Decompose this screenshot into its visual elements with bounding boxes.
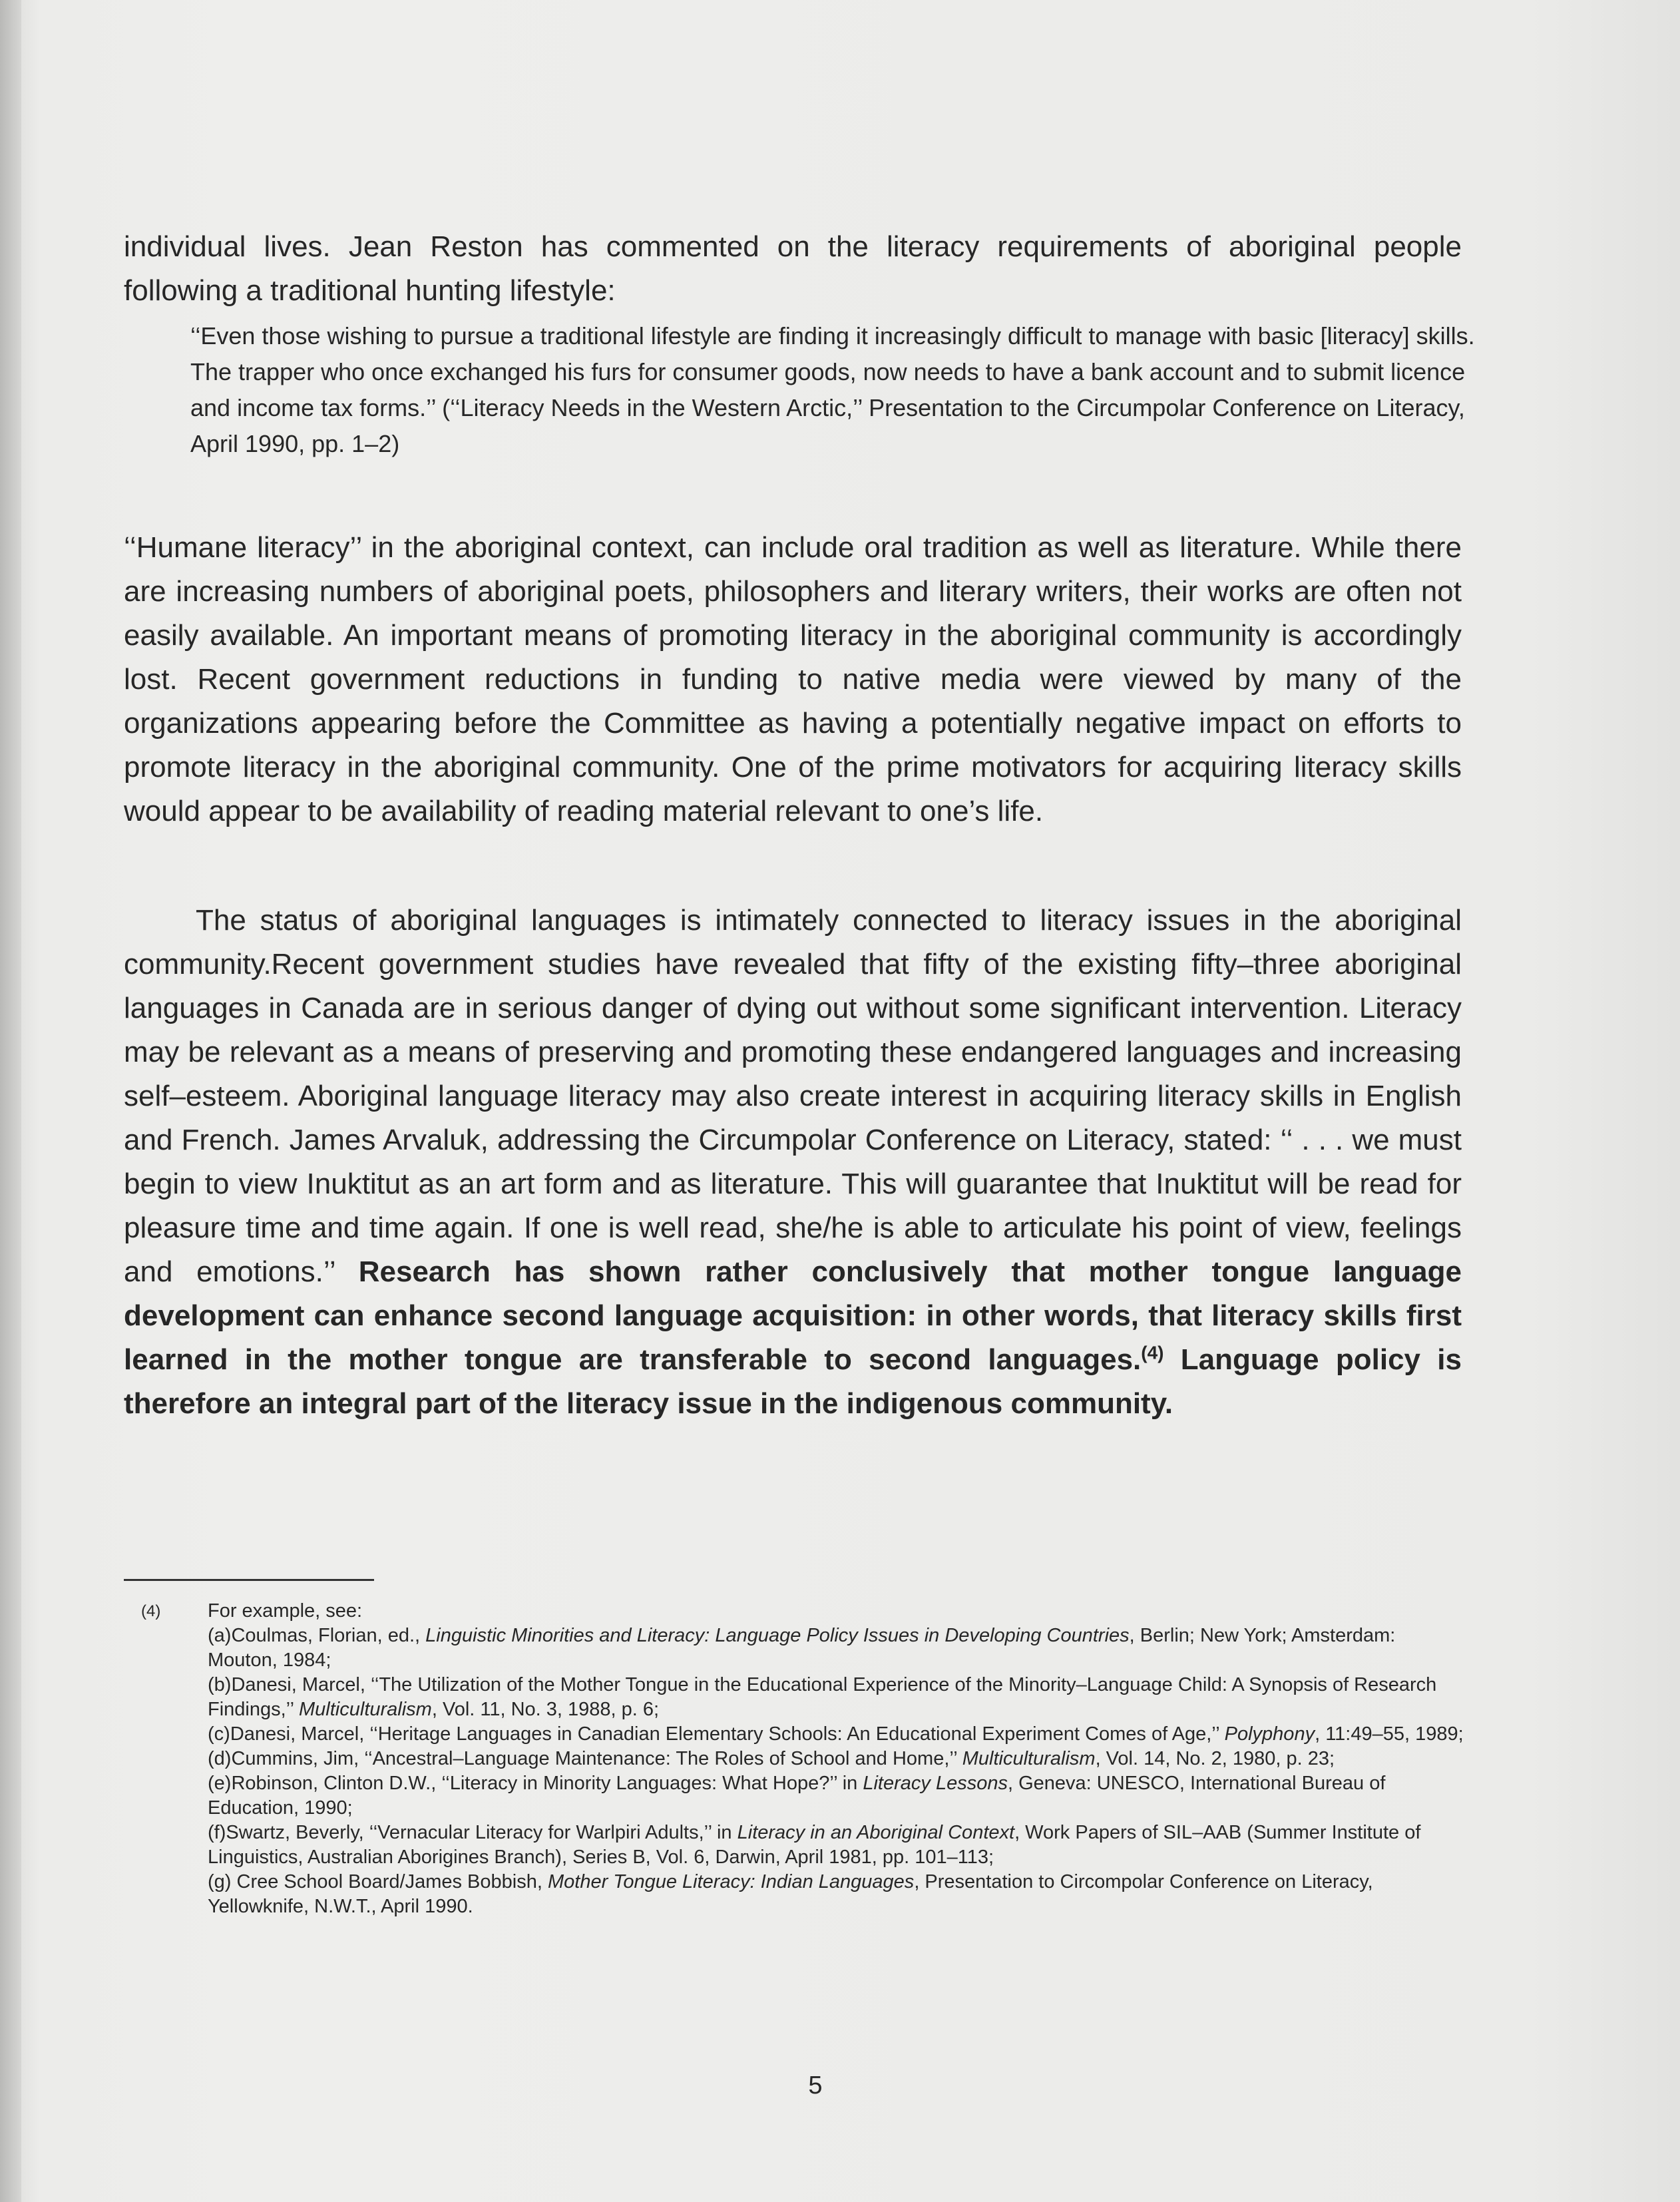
page-binding-edge [0,0,21,2202]
paragraph-3 [124,899,1462,1426]
paragraph-1: individual lives. Jean Reston has commented on the literacy requirements of aboriginal people following a traditional hunting lifestyle: [124,230,1462,307]
paragraph-3-bold-a: Research has shown rather conclusively that mother tongue language development can enhance second language acquisition: in other words, that literacy skills first learned in the mother tongue are transferable to second languages. [124,1255,1462,1376]
footnote-reference[interactable]: (4) [1141,1342,1164,1363]
footnote-body [208,1599,1466,1919]
footnote-entry-b: (b)Danesi, Marcel, ‘‘The Utilization of the Mother Tongue in the Educational Experience of the Minority–Language Child: A Synopsis of Research Findings,’’ Multiculturalism, Vol. 11, No. 3, 1988, p. 6; [208,1674,1437,1720]
footnote-entry-f: (f)Swartz, Beverly, ‘‘Vernacular Literacy for Warlpiri Adults,’’ in Literacy in an Aboriginal Context, Work Papers of SIL–AAB (Summer Institute of Linguistics, Australian Aborigines Branch), Series B, Vol. 6, Darwin, April 1981, pp. 101–113; [208,1822,1421,1868]
block-quote: ‘‘Even those wishing to pursue a traditional lifestyle are finding it increasingly difficult to manage with basic [literacy] skills. The trapper who once exchanged his furs for consumer goods, now needs to have a bank account and to submit licence and income tax forms.’’ (‘‘Literacy Needs in the Western Arctic,’’ Presentation to the Circumpolar Conference on Literacy, April 1990, pp. 1–2) [190,322,1475,457]
footnote-marker: (4) [141,1602,161,1620]
page-number: 5 [808,2072,823,2099]
footnote-intro: For example, see: [208,1600,363,1622]
footnote-entry-c: (c)Danesi, Marcel, ‘‘Heritage Languages in Canadian Elementary Schools: An Educational Experiment Comes of Age,’’ Polyphony, 11:49–55, 1989; [208,1723,1464,1745]
footnote-entry-d: (d)Cummins, Jim, ‘‘Ancestral–Language Maintenance: The Roles of School and Home,’’ Multiculturalism, Vol. 14, No. 2, 1980, p. 23; [208,1748,1335,1769]
footnote-entry-a: (a)Coulmas, Florian, ed., Linguistic Minorities and Literacy: Language Policy Issues in Developing Countries, Berlin; New York; Amsterdam: Mouton, 1984; [208,1625,1396,1671]
paragraph-3-plain: The status of aboriginal languages is intimately connected to literacy issues in the aboriginal community.Recent government studies have revealed that fifty of the existing fifty–three aboriginal languages in Canada are in serious danger of dying out without some significant intervention. Literacy may be relevant as a means of preserving and promoting these endangered languages and increasing self–esteem. Aboriginal language literacy may also create interest in acquiring literacy skills in English and French. James Arvaluk, addressing the Circumpolar Conference on Literacy, stated: ‘‘ . . . we must begin to view Inuktitut as an art form and as literature. This will guarantee that Inuktitut will be read for pleasure time and time again. If one is well read, she/he is able to articulate his point of view, feelings and emotions.’’ [124,904,1462,1288]
body-text-top [124,225,1475,462]
body-text-bottom [124,899,1462,1426]
footnote-separator [124,1579,374,1581]
paragraph-3-bold-b: Language policy is therefore an integral part of the literacy issue in the indigenous community. [124,1343,1462,1420]
footnote-entry-g: (g) Cree School Board/James Bobbish, Mother Tongue Literacy: Indian Languages, Presentation to Circompolar Conference on Literacy, Yellowknife, N.W.T., April 1990. [208,1871,1373,1917]
body-text-middle [124,526,1462,833]
footnote-entry-e: (e)Robinson, Clinton D.W., ‘‘Literacy in Minority Languages: What Hope?’’ in Literacy Lessons, Geneva: UNESCO, International Bureau of Education, 1990; [208,1773,1386,1819]
paragraph-2: ‘‘Humane literacy’’ in the aboriginal context, can include oral tradition as well as literature. While there are increasing numbers of aboriginal poets, philosophers and literary writers, their works are often not easily available. An important means of promoting literacy in the aboriginal community is accordingly lost. Recent government reductions in funding to native media were viewed by many of the organizations appearing before the Committee as having a potentially negative impact on efforts to promote literacy in the aboriginal community. One of the prime motivators for acquiring literacy skills would appear to be availability of reading material relevant to one’s life. [124,531,1462,827]
footnotes [141,1599,1466,1919]
